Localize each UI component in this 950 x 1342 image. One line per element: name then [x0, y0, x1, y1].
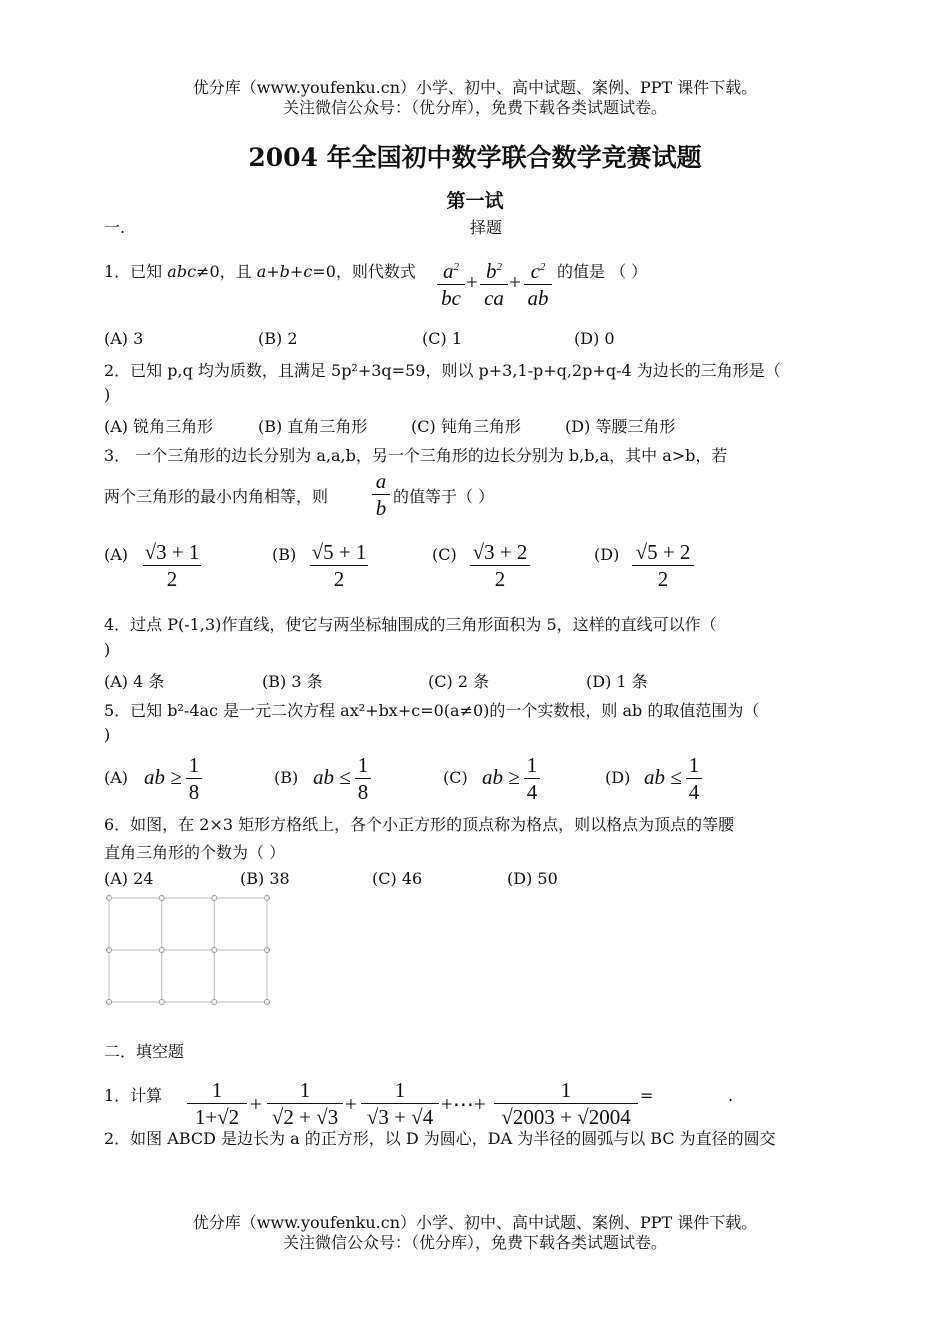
q3-option-d-label: (D) — [594, 545, 620, 564]
q3-option-a-label: (A) — [104, 545, 129, 564]
f1-end: . — [728, 1086, 734, 1105]
q1-suffix: 的值是 （ ） — [557, 262, 648, 281]
q3-line-1: 3． 一个三角形的边长分别为 a,a,b，另一个三角形的边长分别为 b,b,a，其中 a>b，若 — [104, 446, 728, 465]
q2-option-c: (C) 钝角三角形 — [411, 417, 521, 436]
q3-line-2b: 的值等于（ ） — [393, 487, 495, 506]
q2-option-d: (D) 等腰三角形 — [565, 417, 676, 436]
q4-option-a: (A) 4 条 — [104, 672, 165, 691]
q5-cont: ) — [104, 725, 111, 744]
q6-line-2: 直角三角形的个数为（ ） — [104, 843, 286, 862]
q6-grid-figure — [100, 890, 276, 1008]
q5-option-a-label: (A) — [104, 768, 129, 787]
q4-text: 4．过点 P(-1,3)作直线，使它与两坐标轴围成的三角形面积为 5，这样的直线可以作（ — [104, 615, 717, 634]
q1-option-d: (D) 0 — [574, 329, 615, 348]
q3-line-2a: 两个三角形的最小内角相等，则 — [104, 487, 329, 506]
q2-option-b: (B) 直角三角形 — [258, 417, 368, 436]
q3-option-c-value: √3 + 2 2 — [470, 539, 530, 592]
q5-option-d-label: (D) — [605, 768, 631, 787]
q4-cont: ) — [104, 640, 111, 659]
f1-term-2: 1 √2 + √3 — [267, 1077, 343, 1130]
f1-term-1: 1 1+√2 — [187, 1077, 247, 1130]
q4-option-b: (B) 3 条 — [262, 672, 323, 691]
q2-option-a: (A) 锐角三角形 — [104, 417, 214, 436]
q5-option-c-expr: ab ≥ — [482, 765, 520, 789]
q3-option-a-value: √3 + 1 2 — [144, 540, 200, 591]
page-title: 2004 年全国初中数学联合数学竞赛试题 — [248, 143, 702, 172]
q1-plus-1: + — [466, 270, 478, 294]
footer-line-2: 关注微信公众号：（优分库），免费下载各类试题试卷。 — [282, 1233, 667, 1252]
header-line-1: 优分库（www.youfenku.cn）小学、初中、高中试题、案例、PPT 课件下载。 — [192, 78, 758, 97]
q5-option-b-expr: ab ≤ — [313, 765, 351, 789]
q1-option-c: (C) 1 — [422, 329, 462, 348]
section-1-label: 择题 — [470, 218, 503, 237]
q5-option-b-label: (B) — [274, 768, 299, 787]
q6-option-b: (B) 38 — [240, 869, 290, 888]
q4-option-c: (C) 2 条 — [428, 672, 490, 691]
q6-line-1: 6．如图，在 2×3 矩形方格纸上，各个小正方形的顶点称为格点，则以格点为顶点的等腰 — [104, 815, 735, 834]
q5-option-a-fraction: 1 8 — [186, 752, 202, 805]
f1-term-3: 1 √3 + √4 — [361, 1077, 439, 1130]
f1-term-last: 1 √2003 + √2004 — [494, 1077, 638, 1130]
section-2-title: 二．填空题 — [104, 1042, 185, 1061]
q1-option-a: (A) 3 — [104, 329, 144, 348]
q1-fraction-c2-ab: $c^2$ ab — [524, 254, 552, 311]
q1-option-b: (B) 2 — [258, 329, 298, 348]
q5-option-c-fraction: 1 4 — [524, 752, 540, 805]
q3-option-c-label: (C) — [432, 545, 457, 564]
q6-option-c: (C) 46 — [372, 869, 423, 888]
q5-text: 5．已知 b²-4ac 是一元二次方程 ax²+bx+c=0(a≠0)的一个实数根，则 ab 的取值范围为（ — [104, 701, 760, 720]
q5-option-d-expr: ab ≤ — [644, 765, 682, 789]
q6-option-a: (A) 24 — [104, 869, 154, 888]
q3-option-b-label: (B) — [272, 545, 297, 564]
f1-equals: = — [640, 1086, 654, 1105]
section-1-number: 一. — [104, 218, 126, 237]
q4-option-d: (D) 1 条 — [586, 672, 648, 691]
footer-line-1: 优分库（www.youfenku.cn）小学、初中、高中试题、案例、PPT 课件下载。 — [192, 1213, 758, 1232]
q6-option-d: (D) 50 — [507, 869, 558, 888]
f1-plus-2: + — [345, 1092, 357, 1116]
q5-option-b-fraction: 1 8 — [355, 752, 371, 805]
q1-fraction-b2-ca: $b^2$ ca — [480, 254, 508, 311]
q5-option-a-expr: ab ≥ — [144, 765, 182, 789]
q3-option-d-value: √5 + 2 2 — [632, 539, 694, 592]
q1-plus-2: + — [509, 270, 521, 294]
q2-cont: ) — [104, 385, 111, 404]
header-line-2: 关注微信公众号：（优分库），免费下载各类试题试卷。 — [282, 98, 667, 117]
f1-ellipsis: +⋯+ — [441, 1092, 486, 1116]
q2-text: 2．已知 p,q 均为质数，且满足 5p²+3q=59，则以 p+3,1-p+q,2p+q-4 为边长的三角形是（ — [104, 361, 781, 380]
q5-option-d-fraction: 1 4 — [686, 752, 702, 805]
page-subtitle: 第一试 — [446, 190, 504, 212]
f2-text: 2．如图 ABCD 是边长为 a 的正方形，以 D 为圆心，DA 为半径的圆弧与以 BC 为直径的圆交 — [104, 1129, 776, 1148]
q1-fraction-a2-bc: $a^2$ bc — [437, 254, 465, 311]
f1-plus-1: + — [250, 1092, 262, 1116]
q3-fraction-a-b: a b — [372, 468, 390, 521]
q1-text: 1．已知 abc≠0，且 a+b+c=0，则代数式 — [104, 262, 416, 281]
f1-prefix: 1．计算 — [104, 1086, 163, 1105]
q5-option-c-label: (C) — [443, 768, 468, 787]
q3-option-b-value: √5 + 1 2 — [311, 540, 367, 591]
